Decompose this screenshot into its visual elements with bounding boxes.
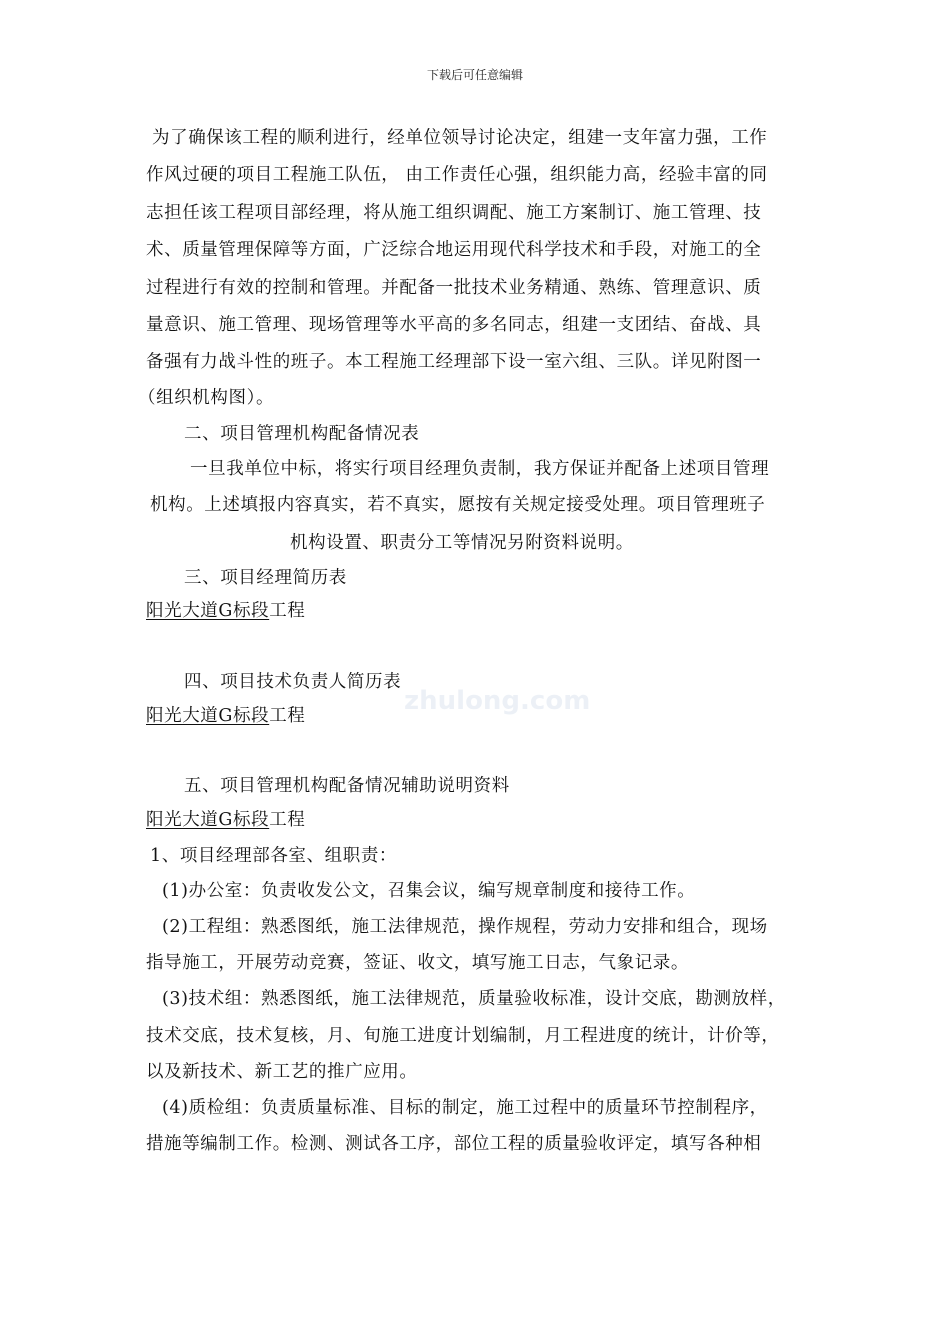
paragraph-line: （组织机构图）。	[138, 388, 275, 408]
paragraph-line: 机构设置、职责分工等情况另附资料说明。	[290, 533, 634, 553]
paragraph-line: 量意识、施工管理、现场管理等水平高的多名同志，组建一支团结、奋战、具	[146, 315, 762, 335]
project-suffix: 工程	[269, 706, 306, 726]
paragraph-line: 志担任该工程项目部经理，将从施工组织调配、施工方案制订、施工管理、技	[146, 203, 762, 223]
section-heading: 五、项目管理机构配备情况辅助说明资料	[184, 776, 510, 796]
project-name-line	[146, 600, 305, 622]
section-heading: 三、项目经理简历表	[184, 568, 347, 588]
paragraph-line: 一旦我单位中标，将实行项目经理负责制，我方保证并配备上述项目管理	[190, 459, 770, 479]
duty-line: (1)办公室：负责收发公文，召集会议，编写规章制度和接待工作。	[162, 881, 696, 901]
project-suffix: 工程	[269, 810, 306, 830]
duty-line: 技术交底，技术复核，月、旬施工进度计划编制，月工程进度的统计，计价等，	[146, 1026, 780, 1046]
duty-line: 措施等编制工作。检测、测试各工序，部位工程的质量验收评定，填写各种相	[146, 1134, 762, 1154]
page-header: 下载后可任意编辑	[426, 68, 523, 82]
paragraph-line: 过程进行有效的控制和管理。并配备一批技术业务精通、熟练、管理意识、质	[146, 278, 762, 298]
project-name-line	[146, 809, 305, 831]
subheading: 1、项目经理部各室、组职责：	[150, 846, 398, 866]
project-name: 阳光大道G标段	[146, 810, 270, 830]
duty-line: 以及新技术、新工艺的推广应用。	[146, 1062, 418, 1082]
duty-line: 指导施工，开展劳动竞赛，签证、收文，填写施工日志，气象记录。	[146, 953, 689, 973]
duty-line: (3)技术组：熟悉图纸，施工法律规范，质量验收标准，设计交底，勘测放样，	[162, 989, 786, 1009]
paragraph-line: 术、质量管理保障等方面，广泛综合地运用现代科学技术和手段，对施工的全	[146, 240, 762, 260]
watermark: zhulong.com	[404, 686, 591, 716]
duty-line: (2)工程组：熟悉图纸，施工法律规范，操作规程，劳动力安排和组合，现场	[162, 917, 768, 937]
paragraph-line: 为了确保该工程的顺利进行，经单位领导讨论决定，组建一支年富力强，工作	[152, 128, 768, 148]
duty-line: (4)质检组：负责质量标准、目标的制定，施工过程中的质量环节控制程序，	[162, 1098, 768, 1118]
project-name: 阳光大道G标段	[146, 706, 270, 726]
project-name-line	[146, 705, 305, 727]
section-heading: 二、项目管理机构配备情况表	[184, 424, 420, 444]
paragraph-line: 备强有力战斗性的班子。本工程施工经理部下设一室六组、三队。详见附图一	[146, 352, 762, 372]
section-heading: 四、项目技术负责人简历表	[184, 672, 402, 692]
project-name: 阳光大道G标段	[146, 601, 270, 621]
paragraph-line: 作风过硬的项目工程施工队伍， 由工作责任心强，组织能力高，经验丰富的同	[146, 165, 768, 185]
paragraph-line: 机构。上述填报内容真实，若不真实，愿按有关规定接受处理。项目管理班子	[150, 495, 766, 515]
project-suffix: 工程	[269, 601, 306, 621]
